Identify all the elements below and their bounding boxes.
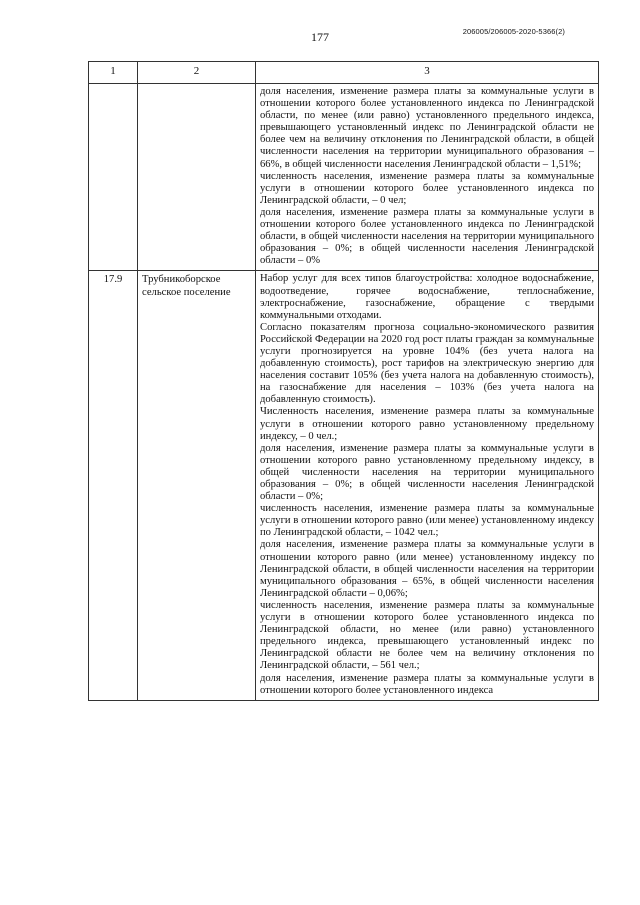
table-row xyxy=(89,271,599,700)
column-header-2: 2 xyxy=(138,62,256,84)
paragraph: доля населения, изменение размера платы за коммунальные услуги в отношении которого более установленного индекса xyxy=(260,672,594,696)
row-description xyxy=(256,271,599,700)
row-number xyxy=(89,84,138,271)
document-id: 206005/206005-2020-5366(2) xyxy=(462,27,565,36)
page-number: 177 xyxy=(311,30,329,44)
table-row xyxy=(89,84,599,271)
paragraph: доля населения, изменение размера платы за коммунальные услуги в отношении которого равно (или менее) установленному индексу по Ленинградской области, в общей численности населения на территории муниципального образования – 65%, в общей численности населения Ленинградской области – 0,06%; xyxy=(260,539,594,599)
paragraph: доля населения, изменение размера платы за коммунальные услуги в отношении которого равно установленному предельному индексу, в общей численности населения на территории муниципального образования – 0%; в общей численности населения Ленинградской области – 0%; xyxy=(260,442,594,503)
paragraph: Согласно показателям прогноза социально-экономического развития Российской Федерации на 2020 год рост платы граждан за коммунальные услуги прогнозируется на уровне 104% (без учета налога на добавленную стоимость), рост тарифов на электрическую энергию для населения составит 105% (без учета налога на добавленную стоимость), на газоснабжение для населения – 103% (без учета налога на добавленную стоимость). xyxy=(260,321,594,406)
document-table xyxy=(88,61,599,701)
table-header-row xyxy=(89,62,599,84)
column-header-3: 3 xyxy=(256,62,599,84)
paragraph: Численность населения, изменение размера платы за коммунальные услуги в отношении которого равно установленному предельному индексу, – 0 чел.; xyxy=(260,406,594,442)
paragraph: Набор услуг для всех типов благоустройства: холодное водоснабжение, водоотведение, горячее водоснабжение, теплоснабжение, электроснабжение, газоснабжение, обращение с твердыми коммунальными отходами. xyxy=(260,273,594,321)
settlement-name xyxy=(138,84,256,271)
row-number: 17.9 xyxy=(89,271,138,700)
paragraph: доля населения, изменение размера платы за коммунальные услуги в отношении которого более установленного индекса по Ленинградской области, в общей численности населения на территории муниципального образования – 0%; в общей численности населения Ленинградской области – 0% xyxy=(260,206,594,267)
settlement-name: Трубникоборское сельское поселение xyxy=(138,271,256,700)
paragraph: численность населения, изменение размера платы за коммунальные услуги в отношении которого более установленного индекса по Ленинградской области, – 0 чел; xyxy=(260,170,594,206)
column-header-1: 1 xyxy=(89,62,138,84)
paragraph: доля населения, изменение размера платы за коммунальные услуги в отношении которого более установленного индекса по Ленинградской области, по менее (или равно) установленного предельного индекса, превышающего установленный индекс по Ленинградской области не более чем на величину отклонения по Ленинградской области, в общей численности населения на территории муниципального образования – 66%, в общей численности населения Ленинградской области – 1,51%; xyxy=(260,86,594,170)
paragraph: численность населения, изменение размера платы за коммунальные услуги в отношении которого равно (или менее) установленному индексу по Ленинградской области, – 1042 чел.; xyxy=(260,503,594,539)
paragraph: численность населения, изменение размера платы за коммунальные услуги в отношении которого более установленного индекса по Ленинградской области, но менее (или равно) установленного предельного индекса, превышающего установленный индекс по Ленинградской области не более чем на величину отклонения по Ленинградской области, – 561 чел.; xyxy=(260,599,594,672)
row-description xyxy=(256,84,599,271)
